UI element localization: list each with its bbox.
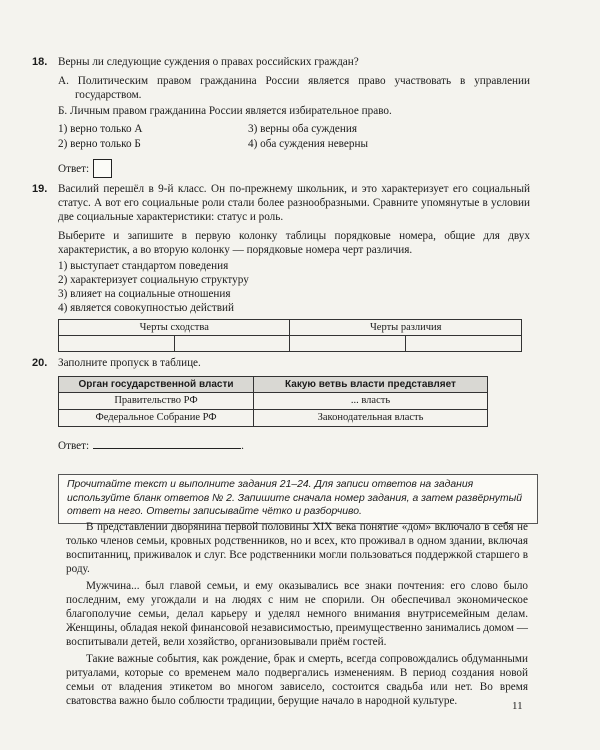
answer-label: Ответ:	[58, 440, 90, 452]
answer-cell[interactable]	[59, 336, 175, 352]
statement-a: А. Политическим правом гражданина России является право участвовать в управлении государством.	[58, 75, 530, 101]
power-table	[58, 376, 488, 427]
option-1: 1) верно только А	[58, 123, 143, 135]
statement-b: Б. Личным правом гражданина России является избирательное право.	[58, 105, 392, 117]
differences-header: Черты различия	[290, 320, 522, 336]
question-19-instruction: Выберите и запишите в первую колонку таблицы порядковые номера, общие для двух характеристик, а во вторую колонку — порядковые номера черт различия.	[58, 230, 530, 256]
question-18-number: 18.	[32, 56, 48, 68]
table-row	[59, 410, 488, 427]
answer-label: Ответ:	[58, 162, 90, 175]
table-cell: Законодательная власть	[254, 410, 488, 427]
table-header: Орган государственной власти	[59, 377, 254, 393]
answer-cell[interactable]	[406, 336, 522, 352]
table-header: Какую ветвь власти представляет	[254, 377, 488, 393]
instruction-box: Прочитайте текст и выполните задания 21–24. Для записи ответов на задания используйте бланк ответов № 2. Запишите сначала номер задания, а затем развёрнутый ответ на него. Ответы записывайте чётко и разборчиво.	[58, 474, 538, 524]
list-item: 3) влияет на социальные отношения	[58, 288, 231, 300]
answer-row-18	[58, 159, 530, 178]
option-2: 2) верно только Б	[58, 138, 141, 150]
page-number: 11	[512, 700, 523, 712]
answer-cell[interactable]	[290, 336, 406, 352]
answer-table-19	[58, 319, 522, 352]
question-20-number: 20.	[32, 357, 48, 369]
answer-cell[interactable]	[174, 336, 290, 352]
passage-paragraph: Такие важные события, как рождение, брак и смерть, всегда сопровождались обдуманными ритуалами, которые со временем мало подвергались изменениям. В период создания новой семьи от владения этикетом во многом зависело, состоится свадьба или нет. Во время сватовства важно было соблюсти традиции, берущие начало в народной культуре.	[66, 653, 528, 707]
question-19-number: 19.	[32, 183, 48, 195]
answer-period: .	[241, 440, 244, 452]
passage-paragraph: Мужчина... был главой семьи, и ему оказывались все знаки почтения: его слово было последним, ему угождали и на людях с ним не спорили. Он обеспечивал экономическое благополучие семьи, делал карьеру и уделял немного внимания внутрисемейным делам. Женщины, обладая некой финансовой независимостью, преимущественно занимались домом — воспитывали детей, вели хозяйство, организовывали приём гостей.	[66, 580, 528, 648]
list-item: 1) выступает стандартом поведения	[58, 260, 229, 272]
question-18-text: Верны ли следующие суждения о правах российских граждан?	[58, 56, 359, 68]
table-cell: ... власть	[254, 393, 488, 410]
question-19	[32, 182, 530, 352]
question-20-text: Заполните пропуск в таблице.	[58, 357, 201, 369]
table-cell: Федеральное Собрание РФ	[59, 410, 254, 427]
reading-passage	[66, 520, 528, 711]
similarities-header: Черты сходства	[59, 320, 290, 336]
answer-box[interactable]	[93, 159, 112, 178]
passage-paragraph: В представлении дворянина первой половины XIX века понятие «дом» включало в себя не только членов семьи, кровных родственников, но и всех, кто проживал в одном здании, включая воспитанниц, приживалок и слуг. Все родственники могли пользоваться поддержкой старшего в роду.	[66, 521, 528, 575]
feature-list	[58, 259, 530, 315]
table-cell: Правительство РФ	[59, 393, 254, 410]
answer-row-20	[58, 438, 530, 453]
table-row	[59, 393, 488, 410]
list-item: 4) является совокупностью действий	[58, 302, 234, 314]
question-20	[32, 356, 530, 453]
option-3: 3) верны оба суждения	[248, 123, 358, 135]
option-4: 4) оба суждения неверны	[248, 138, 368, 150]
answer-blank[interactable]	[93, 438, 241, 449]
options-grid	[58, 122, 530, 151]
list-item: 2) характеризует социальную структуру	[58, 274, 249, 286]
question-18	[32, 55, 530, 178]
question-19-text: Василий перешёл в 9-й класс. Он по-прежнему школьник, и это характеризует его социальный статус. А вот его социальные роли стали более разнообразными. Сравните упомянутые в условии две социальные характеристики: статус и роль.	[58, 183, 530, 223]
